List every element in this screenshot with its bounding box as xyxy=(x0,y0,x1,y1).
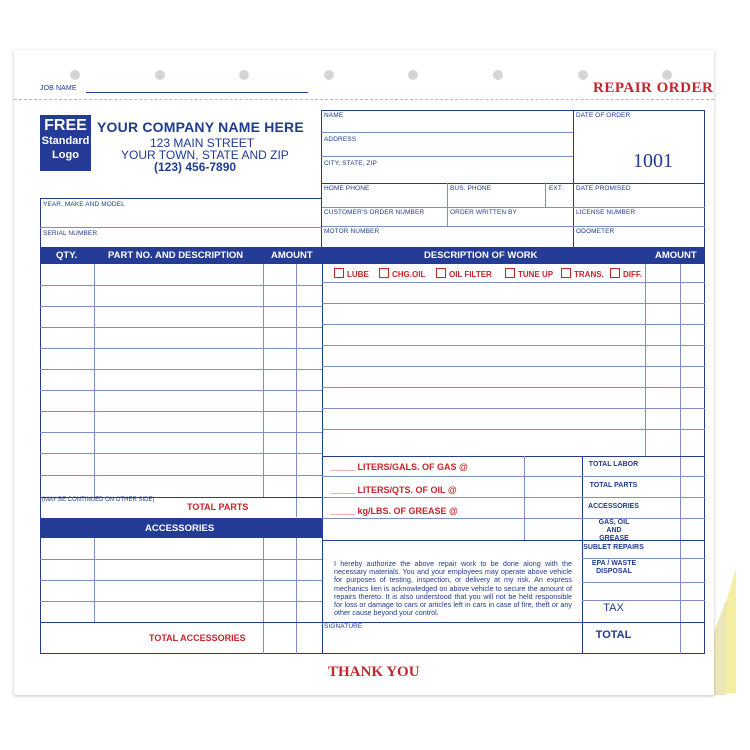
ext-field[interactable]: EXT. xyxy=(549,185,564,192)
company-street: 123 MAIN STREET xyxy=(150,136,255,150)
checkbox-square xyxy=(436,268,446,278)
checkbox-trans[interactable]: TRANS. xyxy=(561,268,604,279)
home-phone-field[interactable]: HOME PHONE xyxy=(324,185,370,192)
checkbox-square xyxy=(561,268,571,278)
authorization-text: I hereby authorize the above repair work to be done along with the necessary materials. You and your employees may operate above vehicle for purposes of testing, inspection, or delivery at my risk. An express mechanics lien is acknowledged on above vehicle to secure the amount of repairs thereto. It is also understood that you will not be held responsible for loss or damage to cars or articles left in cars in case of fire, theft or any other cause beyond your control. xyxy=(334,559,572,618)
checkbox-square xyxy=(379,268,389,278)
total-parts-label: TOTAL PARTS xyxy=(187,502,249,512)
checkbox-square xyxy=(505,268,515,278)
work-col-amount: AMOUNT xyxy=(655,250,697,261)
logo-line-standard: Standard xyxy=(41,135,90,147)
totals-labels xyxy=(582,456,645,654)
company-name: YOUR COMPANY NAME HERE xyxy=(97,119,304,135)
checkbox-tune-up[interactable]: TUNE UP xyxy=(505,268,553,279)
sublet-repairs-label: SUBLET REPAIRS xyxy=(583,544,644,551)
city-state-zip-field[interactable]: CITY, STATE, ZIP xyxy=(324,160,377,167)
company-logo xyxy=(40,115,91,171)
order-number: 1001 xyxy=(633,150,673,172)
thank-you: THANK YOU xyxy=(328,664,420,680)
work-col-desc: DESCRIPTION OF WORK xyxy=(424,250,538,261)
parts-col-desc: PART NO. AND DESCRIPTION xyxy=(108,250,244,261)
order-written-by-field[interactable]: ORDER WRITTEN BY xyxy=(450,209,517,216)
year-make-model-field[interactable]: YEAR, MAKE AND MODEL xyxy=(43,201,125,208)
date-promised-field[interactable]: DATE PROMISED xyxy=(576,185,631,192)
gas-line[interactable]: _____ LITERS/GALS. OF GAS @ xyxy=(330,462,468,472)
oil-line[interactable]: _____ LITERS/QTS. OF OIL @ xyxy=(330,485,457,495)
checkbox-square xyxy=(610,268,620,278)
gas-oil-grease-label: GAS, OIL AND GREASE xyxy=(598,519,630,542)
signature-field[interactable]: SIGNATURE xyxy=(324,623,363,630)
total-parts-amount[interactable] xyxy=(264,498,321,517)
date-of-order-field[interactable]: DATE OF ORDER xyxy=(576,112,631,119)
checkbox-lube[interactable]: LUBE xyxy=(334,268,369,279)
logo-line-free: FREE xyxy=(44,117,87,134)
total-labor-label: TOTAL LABOR xyxy=(588,461,639,468)
punch-hole xyxy=(324,70,334,80)
total-accessories-label: TOTAL ACCESSORIES xyxy=(149,633,246,643)
logo-line-logo: Logo xyxy=(52,149,79,161)
punch-hole xyxy=(578,70,588,80)
odometer-field[interactable]: ODOMETER xyxy=(576,228,615,235)
punch-hole xyxy=(155,70,165,80)
job-name-label: JOB NAME xyxy=(40,85,77,92)
checkbox-chg-oil[interactable]: CHG.OIL xyxy=(379,268,425,279)
perforation-line xyxy=(14,99,714,100)
tax-label: TAX xyxy=(603,602,624,614)
serial-number-field[interactable]: SERIAL NUMBER xyxy=(43,230,98,237)
motor-number-field[interactable]: MOTOR NUMBER xyxy=(324,228,380,235)
punch-hole xyxy=(239,70,249,80)
checkbox-square xyxy=(334,268,344,278)
company-city: YOUR TOWN, STATE AND ZIP xyxy=(121,148,289,162)
continued-note: (MAY BE CONTINUED ON OTHER SIDE) xyxy=(42,497,155,503)
grease-line[interactable]: _____ kg/LBS. OF GREASE @ xyxy=(330,506,458,516)
checkbox-diff[interactable]: DIFF. xyxy=(610,268,642,279)
license-number-field[interactable]: LICENSE NUMBER xyxy=(576,209,636,216)
punch-hole xyxy=(662,70,672,80)
form-title: REPAIR ORDER xyxy=(593,80,714,96)
name-field[interactable]: NAME xyxy=(324,112,344,119)
punch-hole xyxy=(493,70,503,80)
checkbox-oil-filter[interactable]: OIL FILTER xyxy=(436,268,492,279)
customers-order-number-field[interactable]: CUSTOMER'S ORDER NUMBER xyxy=(324,209,425,216)
address-field[interactable]: ADDRESS xyxy=(324,136,357,143)
accessories-header-label: ACCESSORIES xyxy=(145,523,215,534)
punch-hole xyxy=(70,70,80,80)
total-label: TOTAL xyxy=(595,629,632,641)
job-name-line[interactable] xyxy=(86,92,308,93)
bus-phone-field[interactable]: BUS. PHONE xyxy=(450,185,492,192)
parts-col-amount: AMOUNT xyxy=(271,250,313,261)
parts-col-qty: QTY. xyxy=(56,250,78,261)
epa-waste-label: EPA / WASTE DISPOSAL xyxy=(591,560,637,575)
accessories-summary-label: ACCESSORIES xyxy=(588,503,639,510)
total-parts-summary-label: TOTAL PARTS xyxy=(589,482,638,489)
punch-hole xyxy=(408,70,418,80)
company-phone: (123) 456-7890 xyxy=(154,160,237,174)
